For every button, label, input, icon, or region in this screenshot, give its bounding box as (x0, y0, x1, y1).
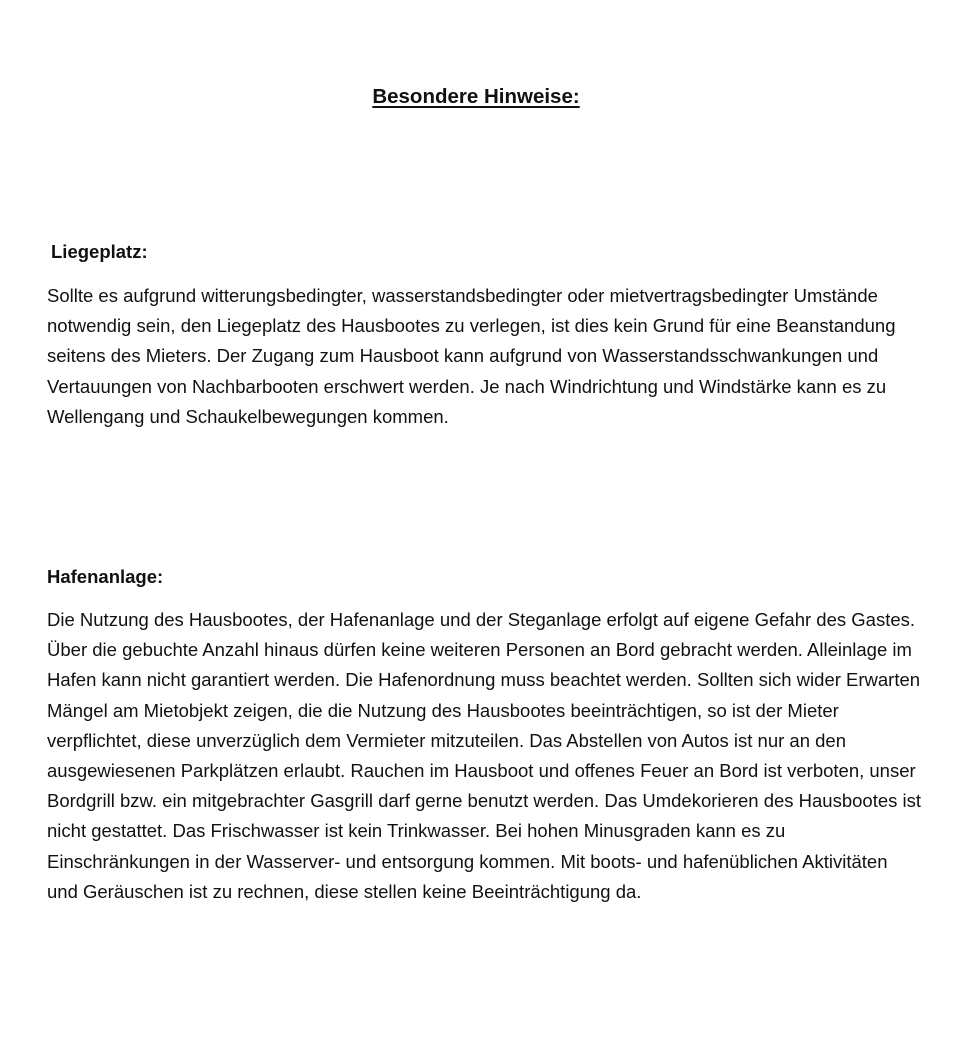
section-heading-liegeplatz: Liegeplatz: (51, 241, 148, 262)
section-heading-hafenanlage: Hafenanlage: (47, 566, 164, 587)
section-body-hafenanlage: Die Nutzung des Hausbootes, der Hafenanlage und der Steganlage erfolgt auf eigene Gefahr des Gastes. Über die gebuchte Anzahl hinaus dürfen keine weiteren Personen an Bord gebracht werden. Alleinlage im Hafen kann nicht garantiert werden. Die Hafenordnung muss beachtet werden. Sollten sich wider Erwarten Mängel am Mietobjekt zeigen, die die Nutzung des Hausbootes beeinträchtigen, so ist der Mieter verpflichtet, diese unverzüglich dem Vermieter mitzuteilen. Das Abstellen von Autos ist nur an den ausgewiesenen Parkplätzen erlaubt. Rauchen im Hausboot und offenes Feuer an Bord ist verboten, unser Bordgrill bzw. ein mitgebrachter Gasgrill darf gerne benutzt werden. Das Umdekorieren des Hausbootes ist nicht gestattet. Das Frischwasser ist kein Trinkwasser. Bei hohen Minusgraden kann es zu Einschränkungen in der Wasserver- und entsorgung kommen. Mit boots- und hafenüblichen Aktivitäten und Geräuschen ist zu rechnen, diese stellen keine Beeinträchtigung da. (47, 609, 922, 902)
document-title: Besondere Hinweise: (372, 85, 580, 108)
section-body-liegeplatz: Sollte es aufgrund witterungsbedingter, wasserstandsbedingter oder mietvertragsbedingter Umstände notwendig sein, den Liegeplatz des Hausbootes zu verlegen, ist dies kein Grund für eine Beanstandung seitens des Mieters. Der Zugang zum Hausboot kann aufgrund von Wasserstandsschwankungen und Vertauungen von Nachbarbooten erschwert werden. Je nach Windrichtung und Windstärke kann es zu Wellengang und Schaukelbewegungen kommen. (47, 285, 896, 427)
